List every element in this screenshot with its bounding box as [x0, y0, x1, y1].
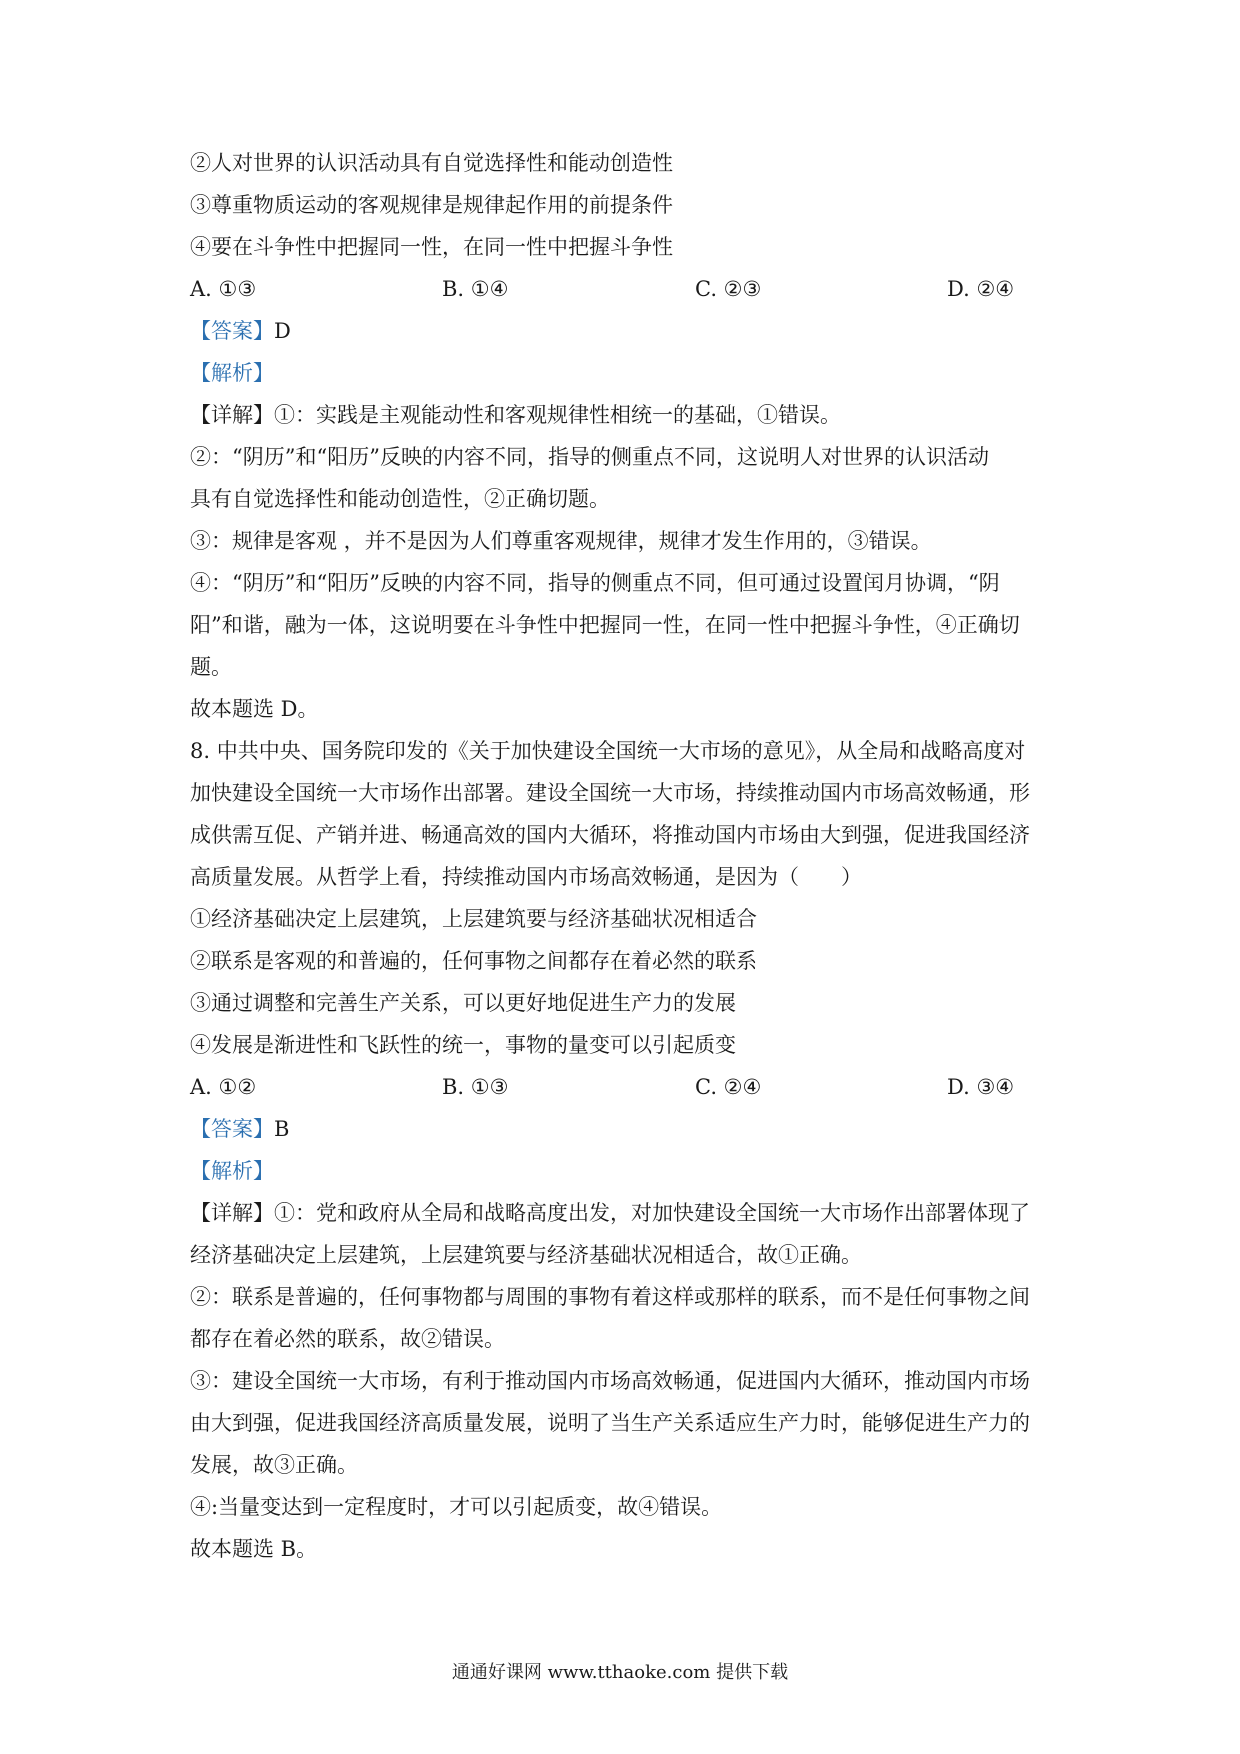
q8-stem-line: 成供需互促、产销并进、畅通高效的国内大循环，将推动国内市场由大到强，促进我国经济: [190, 823, 1030, 847]
q8-stem-line: 加快建设全国统一大市场作出部署。建设全国统一大市场，持续推动国内市场高效畅通，形: [190, 781, 1030, 805]
q8-statement-1: ①经济基础决定上层建筑，上层建筑要与经济基础状况相适合: [190, 907, 757, 931]
q7-options: [190, 274, 1060, 304]
q8-detail-line: ③：建设全国统一大市场，有利于推动国内市场高效畅通，促进国内大循环，推动国内市场: [190, 1369, 1030, 1393]
q7-detail-line: ④：“阴历”和“阳历”反映的内容不同，指导的侧重点不同，但可通过设置闰月协调，“阴: [190, 571, 1000, 595]
page-footer: 通通好课网 www.tthaoke.com 提供下载: [451, 1662, 789, 1683]
q8-option-d: D. ③④: [947, 1075, 1015, 1099]
q7-detail-line: 具有自觉选择性和能动创造性，②正确切题。: [190, 487, 610, 511]
q8-detail-line: 经济基础决定上层建筑，上层建筑要与经济基础状况相适合，故①正确。: [190, 1243, 862, 1267]
q7-option-b: B. ①④: [442, 277, 509, 301]
answer-tag: 【答案】: [190, 1117, 274, 1141]
q7-detail-line: [190, 400, 1060, 430]
q8-conclusion: 故本题选 B。: [190, 1537, 318, 1561]
q7-detail-line: 阳”和谐，融为一体，这说明要在斗争性中把握同一性，在同一性中把握斗争性，④正确切: [190, 613, 1020, 637]
q8-statement-4: ④发展是渐进性和飞跃性的统一，事物的量变可以引起质变: [190, 1033, 736, 1057]
answer-value: B: [274, 1117, 290, 1141]
q7-statement-2: ②人对世界的认识活动具有自觉选择性和能动创造性: [190, 151, 673, 175]
q8-answer: [190, 1114, 1060, 1144]
q8-analysis-tag: 【解析】: [190, 1159, 274, 1183]
detail-text: ①：党和政府从全局和战略高度出发，对加快建设全国统一大市场作出部署体现了: [274, 1201, 1030, 1225]
q7-detail-line: ②：“阴历”和“阳历”反映的内容不同，指导的侧重点不同，这说明人对世界的认识活动: [190, 445, 989, 469]
detail-text: ①：实践是主观能动性和客观规律性相统一的基础，①错误。: [274, 403, 841, 427]
q7-conclusion: 故本题选 D。: [190, 697, 319, 721]
detail-tag: 【详解】: [190, 1201, 274, 1225]
detail-tag: 【详解】: [190, 403, 274, 427]
q7-option-c: C. ②③: [695, 277, 762, 301]
q8-detail-line: ②：联系是普遍的，任何事物都与周围的事物有着这样或那样的联系，而不是任何事物之间: [190, 1285, 1030, 1309]
answer-value: D: [274, 319, 291, 343]
q7-detail-line: ③：规律是客观 ，并不是因为人们尊重客观规律，规律才发生作用的，③错误。: [190, 529, 932, 553]
q7-statement-4: ④要在斗争性中把握同一性，在同一性中把握斗争性: [190, 235, 673, 259]
q8-detail-line: 都存在着必然的联系，故②错误。: [190, 1327, 505, 1351]
q8-statement-2: ②联系是客观的和普遍的，任何事物之间都存在着必然的联系: [190, 949, 757, 973]
q8-stem-line: 高质量发展。从哲学上看，持续推动国内市场高效畅通，是因为（ ）: [190, 865, 862, 889]
q8-option-c: C. ②④: [695, 1075, 762, 1099]
q7-option-a: A. ①③: [190, 277, 257, 301]
q7-option-d: D. ②④: [947, 277, 1015, 301]
q8-detail-line: 发展，故③正确。: [190, 1453, 358, 1477]
q7-answer: [190, 316, 1060, 346]
answer-tag: 【答案】: [190, 319, 274, 343]
q8-detail-line: 由大到强，促进我国经济高质量发展，说明了当生产关系适应生产力时，能够促进生产力的: [190, 1411, 1030, 1435]
q8-option-a: A. ①②: [190, 1075, 257, 1099]
q7-detail-line: 题。: [190, 655, 232, 679]
q7-statement-3: ③尊重物质运动的客观规律是规律起作用的前提条件: [190, 193, 673, 217]
q8-detail-line: [190, 1198, 1060, 1228]
q7-analysis-tag: 【解析】: [190, 361, 274, 385]
q8-options: [190, 1072, 1060, 1102]
q8-stem-line: 8. 中共中央、国务院印发的《关于加快建设全国统一大市场的意见》，从全局和战略高度对: [190, 739, 1026, 763]
q8-statement-3: ③通过调整和完善生产关系，可以更好地促进生产力的发展: [190, 991, 736, 1015]
q8-option-b: B. ①③: [442, 1075, 509, 1099]
q8-detail-line: ④:当量变达到一定程度时，才可以引起质变，故④错误。: [190, 1495, 723, 1519]
